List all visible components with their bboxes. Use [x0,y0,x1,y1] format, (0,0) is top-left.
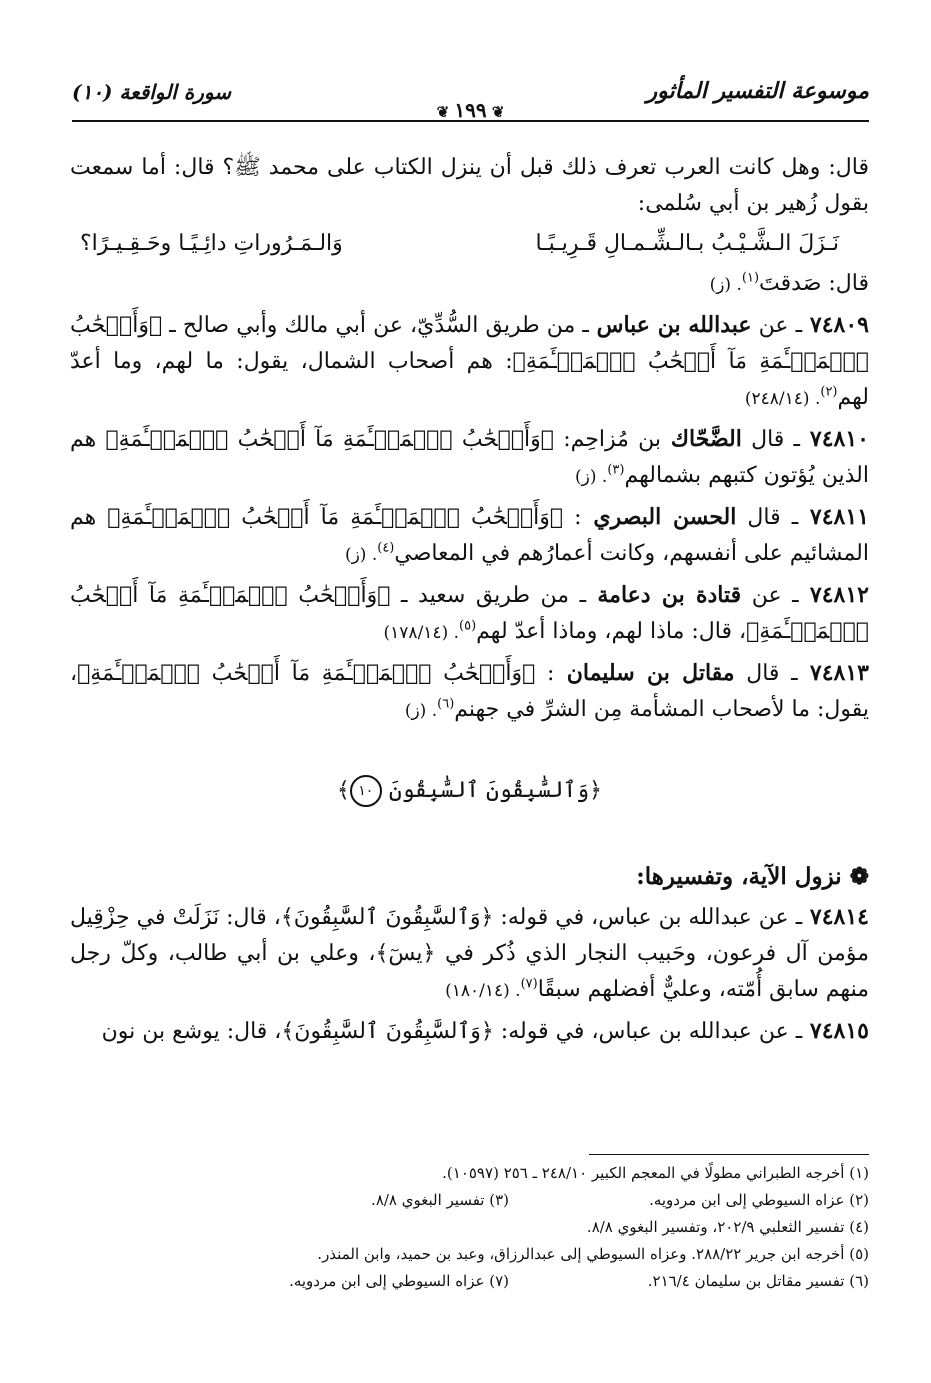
footnote: (٤) تفسير الثعلبي ٢٠٢/٩، وتفسير البغوي ٨/٨. [586,1218,869,1236]
entry-lead: ـ قال [741,427,800,452]
footnotes [70,1160,869,1295]
footnote-marker: (٣) [607,462,625,478]
entry-speaker: عبدالله بن عباس [588,312,752,338]
entry-reference: . (ز) [344,545,378,565]
entry [70,421,869,495]
paragraph: قال: صَدقتَ$^{(١)}$. (ز) [709,270,869,296]
ornament-icon: ❦ [486,103,505,121]
entry-number: ٧٤٨١٤ [802,904,869,930]
ayah-number: ١٠ [350,775,382,807]
footnote-marker: (٦) [437,696,455,712]
footnote: (٣) تفسير البغوي ٨/٨. [371,1191,509,1209]
entry-reference: . (ز) [404,701,438,721]
entry-reference: . (١٨٠/١٤) [445,981,521,1001]
entry-text: ـ عن عبدالله بن عباس، في قوله: ﴿وَٱلسَّٰبِقُونَ ٱلسَّٰبِقُونَ﴾، قال: يوشع بن نون [101,1019,803,1044]
footnote: (٦) تفسير مقاتل بن سليمان ٢١٦/٤. [647,1272,869,1290]
footnote-row [70,1160,869,1187]
entry-speaker: قتادة بن دعامة [586,582,742,608]
entry-text: : ﴿وَأَصۡحَٰبُ ٱلۡمَشۡـَٔمَةِ مَآ أَصۡحَٰبُ ٱلۡمَشۡـَٔمَةِ﴾ هم المشائيم على أنفسهم، وكانت أعمارُهم في المعاصي [70,505,869,566]
entry-text: ـ عن عبدالله بن عباس، في قوله: ﴿وَٱلسَّٰبِقُونَ ٱلسَّٰبِقُونَ﴾، قال: نَزَلَتْ في حِزْقِيل مؤمن آل فرعون، وحَبيب النجار الذي ذُكر في ﴿يسٓ﴾، وعلي بن أبي طالب، وكلّ رجل منهم سابق أُمّته، وعليٌّ أفضلهم سبقًا [70,905,869,1002]
entries-list [70,899,869,1050]
footnote: (١) أخرجه الطبراني مطولًا في المعجم الكبير ٢٤٨/١٠ ـ ٢٥٦ (١٠٥٩٧). [442,1164,869,1182]
entry [70,899,869,1009]
footnote-rule [589,1154,869,1155]
footnote-marker: (١) [741,270,760,286]
entry-speaker: مقاتل بن سليمان [554,660,735,686]
entry-number: ٧٤٨١٢ [798,582,869,608]
entry-number: ٧٤٨١١ [798,504,869,530]
entry-text: ـ من طريق سعيد ـ ﴿وَأَصۡحَٰبُ ٱلۡمَشۡـَٔمَةِ مَآ أَصۡحَٰبُ ٱلۡمَشۡـَٔمَةِ﴾، قال: ماذا لهم، وماذا أعدّ لهم [70,583,869,644]
footnote-row [70,1268,869,1295]
entry-lead: ـ عن [741,583,799,608]
entry-speaker: الحسن البصري [581,504,737,530]
entry [70,499,869,573]
footnote-marker: (٧) [520,976,538,992]
entry-lead: ـ عن [751,313,803,338]
entry-reference: . (٢٤٨/١٤) [744,389,821,409]
footnote-marker: (٤) [377,540,395,556]
entry-number: ٧٤٨١٥ [802,1018,869,1044]
entry [70,1013,869,1050]
surah-label: سورة الواقعة (١٠) [72,80,232,104]
footnote-marker: (٥) [459,618,477,634]
footnote-row [70,1241,869,1268]
entry-number: ٧٤٨٠٩ [802,312,869,338]
footnote-row [70,1187,869,1214]
entries-list [70,307,869,729]
poem-hemistich: نَـزَلَ الـشَّـيْـبُ بـالـشِّـمـالِ قَـرِيـبًـا [535,231,839,256]
main-text [70,150,869,1054]
entry-reference: . (١٧٨/١٤) [383,623,460,643]
poem-verse [80,226,839,262]
entry [70,577,869,651]
entry-number: ٧٤٨١٠ [800,426,869,452]
entry [70,655,869,729]
footnote: (٢) عزاه السيوطي إلى ابن مردويه. [649,1191,869,1209]
paragraph: قال: وهل كانت العرب تعرف ذلك قبل أن ينزل الكتاب على محمد ﷺ؟ قال: أما سمعت بقول زُهير بن أبي سُلمى: [70,155,869,216]
footnote-marker: (٢) [820,384,838,400]
footnote: (٥) أخرجه ابن جرير ٢٨٨/٢٢. وعزاه السيوطي إلى عبدالرزاق، وعبد بن حميد، وابن المنذر. [317,1245,869,1263]
book-title: موسوعة التفسير المأثور [646,78,869,104]
entry-reference: . (ز) [575,467,608,487]
entry-speaker: الضَّحّاك [661,426,742,452]
poem-hemistich: وَالـمَـرُوراتِ دائِـيًـا وحَـقِـيـرًا؟ [80,231,343,256]
entry-text: ـ من طريق السُّدِّيّ، عن أبي مالك وأبي صالح ـ ﴿وَأَصۡحَٰبُ ٱلۡمَشۡـَٔمَةِ مَآ أَصۡحَٰبُ ٱلۡمَشۡـَٔمَةِ﴾: هم أصحاب الشمال، يقول: ما لهم، وما أعدّ لهم [70,313,869,410]
footnote-row [70,1214,869,1241]
section-title: ❁ نزول الآية، وتفسيرها: [636,863,869,890]
page-number: ١٩٩ [454,98,487,122]
footnote: (٧) عزاه السيوطي إلى ابن مردويه. [289,1272,509,1290]
entry-text: : ﴿وَأَصۡحَٰبُ ٱلۡمَشۡـَٔمَةِ مَآ أَصۡحَٰبُ ٱلۡمَشۡـَٔمَةِ﴾، يقول: ما لأصحاب المشأمة مِن الشرِّ في جهنم [70,661,869,722]
entry-text: بن مُزاحِم: ﴿وَأَصۡحَٰبُ ٱلۡمَشۡـَٔمَةِ مَآ أَصۡحَٰبُ ٱلۡمَشۡـَٔمَةِ﴾ هم الذين يُؤتون كتبهم بشمالهم [70,427,869,488]
entry [70,307,869,417]
ornament-icon: ❦ [436,103,455,121]
entry-lead: ـ قال [736,505,799,530]
page-number-block [72,100,869,122]
header-rule [72,120,869,122]
entry-number: ٧٤٨١٣ [797,660,869,686]
ayah-heading: ﴿وَٱلسَّٰبِقُونَ ٱلسَّٰبِقُونَ ١٠﴾ [70,773,869,809]
entry-lead: ـ قال [734,661,798,686]
page-header [72,72,869,120]
